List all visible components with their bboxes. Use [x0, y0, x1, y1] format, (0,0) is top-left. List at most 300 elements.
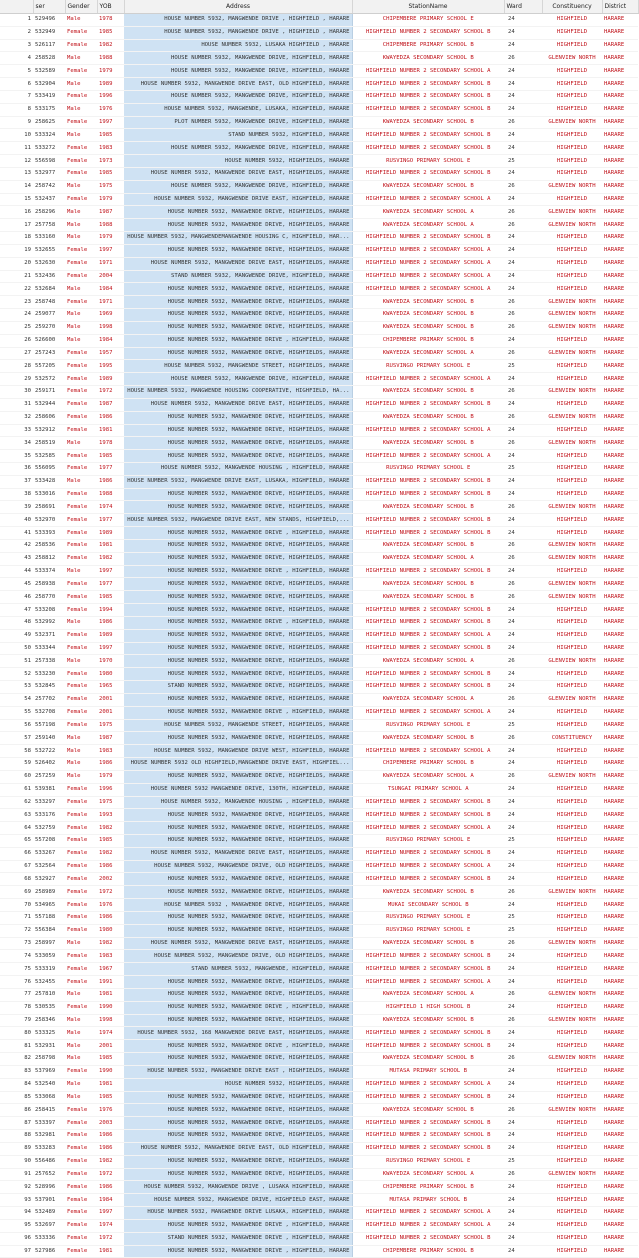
ser-cell[interactable]: 537969: [33, 1065, 65, 1078]
district-cell[interactable]: HARARE: [602, 1232, 638, 1245]
station-name-cell[interactable]: KWAYEDZA SECONDARY SCHOOL B: [352, 937, 504, 950]
address-cell[interactable]: HOUSE NUMBER 5932, MANGWENDE DRIVE, HIGHFIELDS, HARARE: [124, 321, 352, 334]
constituency-cell[interactable]: GLENVIEW NORTH: [542, 937, 602, 950]
ward-cell[interactable]: 24: [504, 668, 542, 681]
table-row[interactable]: [0, 334, 638, 347]
district-cell[interactable]: HARARE: [602, 552, 638, 565]
row-number[interactable]: 45: [0, 578, 33, 591]
table-row[interactable]: [0, 604, 638, 617]
yob-cell[interactable]: 1996: [97, 90, 124, 103]
ser-cell[interactable]: 537901: [33, 1194, 65, 1207]
address-cell[interactable]: HOUSE NUMBER 5932, MANGWENDE DRIVE, HIGHFIELDS, HARARE: [124, 835, 352, 848]
ward-cell[interactable]: 24: [504, 963, 542, 976]
ser-cell[interactable]: 533397: [33, 1117, 65, 1130]
ser-cell[interactable]: 532589: [33, 65, 65, 78]
row-number[interactable]: 72: [0, 924, 33, 937]
gender-cell[interactable]: Male: [65, 78, 97, 91]
ser-cell[interactable]: 257259: [33, 770, 65, 783]
district-cell[interactable]: HARARE: [602, 1065, 638, 1078]
yob-cell[interactable]: 1997: [97, 244, 124, 257]
ser-cell[interactable]: 532904: [33, 78, 65, 91]
address-cell[interactable]: HOUSE NUMBER 5932, 168 MANGWENDE DRIVE EAST, HIGHFIELDS, HARARE: [124, 1027, 352, 1040]
district-cell[interactable]: HARARE: [602, 78, 638, 91]
district-cell[interactable]: HARARE: [602, 424, 638, 437]
station-name-cell[interactable]: HIGHFIELD NUMBER 2 SECONDARY SCHOOL B: [352, 232, 504, 245]
constituency-cell[interactable]: HIGHFIELD: [542, 244, 602, 257]
address-cell[interactable]: HOUSE NUMBER 5932 MANGWENDE DRIVE, 130TH, HIGHFIELD, HARARE: [124, 783, 352, 796]
address-cell[interactable]: HOUSE NUMBER 5932, MANGWENDE DRIVE, HIGHFIELDS, HARARE: [124, 1104, 352, 1117]
column-header-address[interactable]: Address: [124, 0, 352, 14]
constituency-cell[interactable]: GLENVIEW NORTH: [542, 1104, 602, 1117]
row-number[interactable]: 15: [0, 193, 33, 206]
table-row[interactable]: [0, 578, 638, 591]
address-cell[interactable]: HOUSE NUMBER 5932, MANGWENDE HOUSING COOPERATIVE, HIGHFIELD, HA...: [124, 386, 352, 399]
yob-cell[interactable]: 1977: [97, 462, 124, 475]
gender-cell[interactable]: Female: [65, 1155, 97, 1168]
yob-cell[interactable]: 1990: [97, 1065, 124, 1078]
constituency-cell[interactable]: HIGHFIELD: [542, 796, 602, 809]
ward-cell[interactable]: 24: [504, 629, 542, 642]
row-number[interactable]: 66: [0, 847, 33, 860]
ser-cell[interactable]: 533272: [33, 142, 65, 155]
constituency-cell[interactable]: GLENVIEW NORTH: [542, 655, 602, 668]
address-cell[interactable]: HOUSE NUMBER 5932, MANGWENDE DRIVE EAST, HIGHFIELDS, HARARE: [124, 937, 352, 950]
ser-cell[interactable]: 532912: [33, 424, 65, 437]
district-cell[interactable]: HARARE: [602, 693, 638, 706]
ward-cell[interactable]: 24: [504, 1194, 542, 1207]
gender-cell[interactable]: Female: [65, 886, 97, 899]
station-name-cell[interactable]: HIGHFIELD NUMBER 2 SECONDARY SCHOOL B: [352, 1040, 504, 1053]
column-header-rownum[interactable]: [0, 0, 33, 14]
row-number[interactable]: 80: [0, 1027, 33, 1040]
table-row[interactable]: [0, 386, 638, 399]
row-number[interactable]: 10: [0, 129, 33, 142]
constituency-cell[interactable]: HIGHFIELD: [542, 398, 602, 411]
station-name-cell[interactable]: HIGHFIELD NUMBER 2 SECONDARY SCHOOL B: [352, 642, 504, 655]
station-name-cell[interactable]: HIGHFIELD NUMBER 2 SECONDARY SCHOOL A: [352, 283, 504, 296]
district-cell[interactable]: HARARE: [602, 1130, 638, 1143]
table-row[interactable]: [0, 642, 638, 655]
constituency-cell[interactable]: HIGHFIELD: [542, 899, 602, 912]
gender-cell[interactable]: Male: [65, 1040, 97, 1053]
station-name-cell[interactable]: HIGHFIELD NUMBER 2 SECONDARY SCHOOL B: [352, 78, 504, 91]
ser-cell[interactable]: 258770: [33, 591, 65, 604]
station-name-cell[interactable]: TSUNGAI PRIMARY SCHOOL A: [352, 783, 504, 796]
district-cell[interactable]: HARARE: [602, 411, 638, 424]
yob-cell[interactable]: 1974: [97, 1027, 124, 1040]
constituency-cell[interactable]: HIGHFIELD: [542, 142, 602, 155]
address-cell[interactable]: HOUSE NUMBER 5932, MANGWENDE DRIVE LUSAKA, HIGHFIELD, HARARE: [124, 1207, 352, 1220]
constituency-cell[interactable]: HIGHFIELD: [542, 488, 602, 501]
gender-cell[interactable]: Female: [65, 39, 97, 52]
row-number[interactable]: 40: [0, 514, 33, 527]
table-row[interactable]: [0, 911, 638, 924]
district-cell[interactable]: HARARE: [602, 1027, 638, 1040]
address-cell[interactable]: HOUSE NUMBER 5932, MANGWENDE DRIVE, HIGHFIELDS, HARARE: [124, 629, 352, 642]
address-cell[interactable]: HOUSE NUMBER 5932, MANGWENDE DRIVE EAST, HIGHFIELDS, HARARE: [124, 847, 352, 860]
address-cell[interactable]: HOUSE NUMBER 5932, MANGWENDE DRIVE, HIGHFIELDS, HARARE: [124, 642, 352, 655]
ward-cell[interactable]: 24: [504, 398, 542, 411]
ward-cell[interactable]: 24: [504, 65, 542, 78]
gender-cell[interactable]: Female: [65, 488, 97, 501]
constituency-cell[interactable]: HIGHFIELD: [542, 847, 602, 860]
address-cell[interactable]: STAND NUMBER 5932, MANGWENDE DRIVE, HIGHFIELDS, HARARE: [124, 681, 352, 694]
table-row[interactable]: [0, 90, 638, 103]
yob-cell[interactable]: 1982: [97, 937, 124, 950]
constituency-cell[interactable]: HIGHFIELD: [542, 1040, 602, 1053]
ward-cell[interactable]: 25: [504, 719, 542, 732]
table-row[interactable]: [0, 886, 638, 899]
table-row[interactable]: [0, 822, 638, 835]
table-row[interactable]: [0, 232, 638, 245]
row-number[interactable]: 2: [0, 26, 33, 39]
gender-cell[interactable]: Female: [65, 360, 97, 373]
row-number[interactable]: 65: [0, 835, 33, 848]
ser-cell[interactable]: 533208: [33, 604, 65, 617]
address-cell[interactable]: HOUSE NUMBER 5932, MANGWENDE DRIVE EAST, OLD HIGHFIELD, HARARE: [124, 78, 352, 91]
yob-cell[interactable]: 1989: [97, 78, 124, 91]
station-name-cell[interactable]: HIGHFIELD NUMBER 2 SECONDARY SCHOOL A: [352, 822, 504, 835]
address-cell[interactable]: HOUSE NUMBER 5932, MANGWENDE DRIVE EAST, OLD HIGHFIELD, HARARE: [124, 1142, 352, 1155]
address-cell[interactable]: HOUSE NUMBER 5932, MANGWENDE DRIVE, HIGHFIELD, HARARE: [124, 52, 352, 65]
gender-cell[interactable]: Female: [65, 514, 97, 527]
row-number[interactable]: 4: [0, 52, 33, 65]
district-cell[interactable]: HARARE: [602, 219, 638, 232]
ser-cell[interactable]: 526117: [33, 39, 65, 52]
address-cell[interactable]: HOUSE NUMBER 5932, MANGWENDE DRIVE EAST , HIGHFIELDS, HARARE: [124, 1065, 352, 1078]
constituency-cell[interactable]: HIGHFIELD: [542, 668, 602, 681]
district-cell[interactable]: HARARE: [602, 373, 638, 386]
district-cell[interactable]: HARARE: [602, 1091, 638, 1104]
ser-cell[interactable]: 533344: [33, 642, 65, 655]
ward-cell[interactable]: 25: [504, 1155, 542, 1168]
station-name-cell[interactable]: HIGHFIELD 1 HIGH SCHOOL B: [352, 1001, 504, 1014]
table-row[interactable]: [0, 501, 638, 514]
address-cell[interactable]: HOUSE NUMBER 5932, MANGWENDE DRIVE, HIGHFIELDS, HARARE: [124, 488, 352, 501]
ward-cell[interactable]: 24: [504, 1091, 542, 1104]
gender-cell[interactable]: Female: [65, 911, 97, 924]
constituency-cell[interactable]: GLENVIEW NORTH: [542, 437, 602, 450]
table-row[interactable]: [0, 552, 638, 565]
address-cell[interactable]: STAND NUMBER 5932, MANGWENDE DRIVE, HIGHFIELD, HARARE: [124, 270, 352, 283]
ser-cell[interactable]: 257758: [33, 219, 65, 232]
row-number[interactable]: 75: [0, 963, 33, 976]
district-cell[interactable]: HARARE: [602, 142, 638, 155]
row-number[interactable]: 81: [0, 1040, 33, 1053]
row-number[interactable]: 51: [0, 655, 33, 668]
table-row[interactable]: [0, 706, 638, 719]
station-name-cell[interactable]: RUSVINGO PRIMARY SCHOOL E: [352, 360, 504, 373]
table-row[interactable]: [0, 1181, 638, 1194]
row-number[interactable]: 97: [0, 1245, 33, 1258]
yob-cell[interactable]: 1985: [97, 450, 124, 463]
ser-cell[interactable]: 258691: [33, 501, 65, 514]
yob-cell[interactable]: 1998: [97, 321, 124, 334]
ward-cell[interactable]: 25: [504, 911, 542, 924]
yob-cell[interactable]: 1957: [97, 347, 124, 360]
constituency-cell[interactable]: HIGHFIELD: [542, 1232, 602, 1245]
ward-cell[interactable]: 24: [504, 1078, 542, 1091]
district-cell[interactable]: HARARE: [602, 899, 638, 912]
row-number[interactable]: 27: [0, 347, 33, 360]
district-cell[interactable]: HARARE: [602, 950, 638, 963]
district-cell[interactable]: HARARE: [602, 719, 638, 732]
ward-cell[interactable]: 24: [504, 1130, 542, 1143]
station-name-cell[interactable]: HIGHFIELD NUMBER 2 SECONDARY SCHOOL A: [352, 976, 504, 989]
table-row[interactable]: [0, 1130, 638, 1143]
gender-cell[interactable]: Female: [65, 411, 97, 424]
district-cell[interactable]: HARARE: [602, 360, 638, 373]
constituency-cell[interactable]: GLENVIEW NORTH: [542, 988, 602, 1001]
gender-cell[interactable]: Female: [65, 1168, 97, 1181]
ser-cell[interactable]: 533374: [33, 565, 65, 578]
table-row[interactable]: [0, 193, 638, 206]
ser-cell[interactable]: 257338: [33, 655, 65, 668]
district-cell[interactable]: HARARE: [602, 462, 638, 475]
address-cell[interactable]: HOUSE NUMBER 5932, MANGWENDE DRIVE , HIGHFIELD, HARARE: [124, 706, 352, 719]
ser-cell[interactable]: 532697: [33, 1219, 65, 1232]
constituency-cell[interactable]: HIGHFIELD: [542, 924, 602, 937]
gender-cell[interactable]: Male: [65, 129, 97, 142]
gender-cell[interactable]: Male: [65, 745, 97, 758]
row-number[interactable]: 56: [0, 719, 33, 732]
address-cell[interactable]: HOUSE NUMBER 5932, MANGWENDE DRIVE, HIGHFIELDS, HARARE: [124, 1014, 352, 1027]
row-number[interactable]: 26: [0, 334, 33, 347]
gender-cell[interactable]: Female: [65, 501, 97, 514]
gender-cell[interactable]: Male: [65, 1053, 97, 1066]
yob-cell[interactable]: 1985: [97, 167, 124, 180]
table-row[interactable]: [0, 475, 638, 488]
station-name-cell[interactable]: HIGHFIELD NUMBER 2 SECONDARY SCHOOL A: [352, 244, 504, 257]
gender-cell[interactable]: Female: [65, 668, 97, 681]
gender-cell[interactable]: Female: [65, 398, 97, 411]
yob-cell[interactable]: 1982: [97, 552, 124, 565]
gender-cell[interactable]: Female: [65, 796, 97, 809]
address-cell[interactable]: HOUSE NUMBER 5932, MANGWENDE DRIVE , HIGHFIELD, HARARE: [124, 1001, 352, 1014]
ward-cell[interactable]: 24: [504, 706, 542, 719]
constituency-cell[interactable]: HIGHFIELD: [542, 1181, 602, 1194]
station-name-cell[interactable]: RUSVINGO PRIMARY SCHOOL E: [352, 719, 504, 732]
station-name-cell[interactable]: KWAYEDZA SECONDARY SCHOOL B: [352, 578, 504, 591]
station-name-cell[interactable]: HIGHFIELD NUMBER 2 SECONDARY SCHOOL A: [352, 1219, 504, 1232]
gender-cell[interactable]: Female: [65, 167, 97, 180]
yob-cell[interactable]: 1982: [97, 39, 124, 52]
constituency-cell[interactable]: HIGHFIELD: [542, 103, 602, 116]
address-cell[interactable]: HOUSE NUMBER 5932, MANGWENDE DRIVE, OLD HIGHFIELDS, HARARE: [124, 860, 352, 873]
constituency-cell[interactable]: HIGHFIELD: [542, 1078, 602, 1091]
station-name-cell[interactable]: KWAYEDZA SECONDARY SCHOOL B: [352, 1104, 504, 1117]
row-number[interactable]: 71: [0, 911, 33, 924]
station-name-cell[interactable]: KWAYEDZA SECONDARY SCHOOL B: [352, 591, 504, 604]
row-number[interactable]: 38: [0, 488, 33, 501]
address-cell[interactable]: HOUSE NUMBER 5932, MANGWENDE DRIVE, HIGHFIELDS, HARARE: [124, 283, 352, 296]
table-row[interactable]: [0, 873, 638, 886]
table-row[interactable]: [0, 26, 638, 39]
district-cell[interactable]: HARARE: [602, 180, 638, 193]
district-cell[interactable]: HARARE: [602, 886, 638, 899]
district-cell[interactable]: HARARE: [602, 681, 638, 694]
district-cell[interactable]: HARARE: [602, 206, 638, 219]
yob-cell[interactable]: 1976: [97, 103, 124, 116]
address-cell[interactable]: STAND NUMBER 5932, MANGWENDE, HIGHFIELD, HARARE: [124, 963, 352, 976]
ward-cell[interactable]: 24: [504, 745, 542, 758]
station-name-cell[interactable]: HIGHFIELD NUMBER 2 SECONDARY SCHOOL B: [352, 565, 504, 578]
address-cell[interactable]: HOUSE NUMBER 5932, MANGWENDEMANGWENDE HOUSING C, HIGHFIELD, HAR...: [124, 232, 352, 245]
ward-cell[interactable]: 24: [504, 142, 542, 155]
row-number[interactable]: 87: [0, 1117, 33, 1130]
station-name-cell[interactable]: HIGHFIELD NUMBER 2 SECONDARY SCHOOL A: [352, 860, 504, 873]
address-cell[interactable]: HOUSE NUMBER 5932, MANGWENDE DRIVE , HIGHFIELD, HARARE: [124, 616, 352, 629]
table-row[interactable]: [0, 244, 638, 257]
gender-cell[interactable]: Female: [65, 26, 97, 39]
yob-cell[interactable]: 1981: [97, 1245, 124, 1258]
yob-cell[interactable]: 1984: [97, 283, 124, 296]
row-number[interactable]: 94: [0, 1207, 33, 1220]
gender-cell[interactable]: Male: [65, 937, 97, 950]
constituency-cell[interactable]: HIGHFIELD: [542, 873, 602, 886]
yob-cell[interactable]: 1975: [97, 180, 124, 193]
address-cell[interactable]: HOUSE NUMBER 5932, MANGWENDE DRIVE, HIGHFIELD, HARARE: [124, 373, 352, 386]
ser-cell[interactable]: 529496: [33, 14, 65, 27]
yob-cell[interactable]: 1985: [97, 835, 124, 848]
constituency-cell[interactable]: HIGHFIELD: [542, 1219, 602, 1232]
station-name-cell[interactable]: HIGHFIELD NUMBER 2 SECONDARY SCHOOL A: [352, 450, 504, 463]
station-name-cell[interactable]: KWAYEDZA SECONDARY SCHOOL B: [352, 732, 504, 745]
table-row[interactable]: [0, 732, 638, 745]
yob-cell[interactable]: 2001: [97, 693, 124, 706]
row-number[interactable]: 1: [0, 14, 33, 27]
address-cell[interactable]: HOUSE NUMBER 5932, MANGWENDE DRIVE, HIGHFIELDS, HARARE: [124, 244, 352, 257]
station-name-cell[interactable]: HIGHFIELD NUMBER 2 SECONDARY SCHOOL B: [352, 950, 504, 963]
table-row[interactable]: [0, 591, 638, 604]
address-cell[interactable]: HOUSE NUMBER 5932, HIGHFIELDS, HARARE: [124, 1078, 352, 1091]
district-cell[interactable]: HARARE: [602, 155, 638, 168]
yob-cell[interactable]: 1991: [97, 976, 124, 989]
ser-cell[interactable]: 257652: [33, 1168, 65, 1181]
address-cell[interactable]: HOUSE NUMBER 5932, MANGWENDE DRIVE, HIGHFIELDS, HARARE: [124, 591, 352, 604]
district-cell[interactable]: HARARE: [602, 1155, 638, 1168]
table-row[interactable]: [0, 629, 638, 642]
table-row[interactable]: [0, 411, 638, 424]
constituency-cell[interactable]: GLENVIEW NORTH: [542, 411, 602, 424]
gender-cell[interactable]: Female: [65, 847, 97, 860]
table-row[interactable]: [0, 309, 638, 322]
yob-cell[interactable]: 1971: [97, 296, 124, 309]
gender-cell[interactable]: Male: [65, 1027, 97, 1040]
yob-cell[interactable]: 1986: [97, 1130, 124, 1143]
yob-cell[interactable]: 1986: [97, 758, 124, 771]
ward-cell[interactable]: 26: [504, 116, 542, 129]
address-cell[interactable]: HOUSE NUMBER 5932, MANGWENDE DRIVE EAST, HIGHFIELD, HARARE: [124, 193, 352, 206]
address-cell[interactable]: HOUSE NUMBER 5932, LUSAKA HIGHFIELD , HARARE: [124, 39, 352, 52]
column-header-stationname[interactable]: StationName: [352, 0, 504, 14]
gender-cell[interactable]: Female: [65, 296, 97, 309]
table-row[interactable]: [0, 103, 638, 116]
address-cell[interactable]: HOUSE NUMBER 5932, MANGWENDE DRIVE, HIGHFIELDS, HARARE: [124, 206, 352, 219]
district-cell[interactable]: HARARE: [602, 809, 638, 822]
ser-cell[interactable]: 259140: [33, 732, 65, 745]
ser-cell[interactable]: 533325: [33, 1027, 65, 1040]
address-cell[interactable]: HOUSE NUMBER 5932, MANGWENDE DRIVE, HIGHFIELDS, HARARE: [124, 539, 352, 552]
district-cell[interactable]: HARARE: [602, 1040, 638, 1053]
ser-cell[interactable]: 258415: [33, 1104, 65, 1117]
row-number[interactable]: 6: [0, 78, 33, 91]
address-cell[interactable]: HOUSE NUMBER 5932, MANGWENDE DRIVE EAST, HIGHFIELDS, HARARE: [124, 398, 352, 411]
address-cell[interactable]: HOUSE NUMBER 5932, MANGWENDE DRIVE, HIGHFIELDS, HARARE: [124, 1130, 352, 1143]
constituency-cell[interactable]: HIGHFIELD: [542, 1155, 602, 1168]
constituency-cell[interactable]: HIGHFIELD: [542, 475, 602, 488]
gender-cell[interactable]: Female: [65, 835, 97, 848]
ward-cell[interactable]: 24: [504, 565, 542, 578]
yob-cell[interactable]: 1998: [97, 1014, 124, 1027]
constituency-cell[interactable]: HIGHFIELD: [542, 1091, 602, 1104]
district-cell[interactable]: HARARE: [602, 1168, 638, 1181]
station-name-cell[interactable]: HIGHFIELD NUMBER 2 SECONDARY SCHOOL B: [352, 1027, 504, 1040]
station-name-cell[interactable]: HIGHFIELD NUMBER 2 SECONDARY SCHOOL B: [352, 142, 504, 155]
row-number[interactable]: 18: [0, 232, 33, 245]
table-row[interactable]: [0, 1155, 638, 1168]
ser-cell[interactable]: 533176: [33, 809, 65, 822]
table-row[interactable]: [0, 616, 638, 629]
column-header-gender[interactable]: Gender: [65, 0, 97, 14]
row-number[interactable]: 21: [0, 270, 33, 283]
gender-cell[interactable]: Male: [65, 1091, 97, 1104]
constituency-cell[interactable]: GLENVIEW NORTH: [542, 321, 602, 334]
ward-cell[interactable]: 26: [504, 437, 542, 450]
gender-cell[interactable]: Female: [65, 90, 97, 103]
table-row[interactable]: [0, 1194, 638, 1207]
district-cell[interactable]: HARARE: [602, 835, 638, 848]
district-cell[interactable]: HARARE: [602, 437, 638, 450]
row-number[interactable]: 19: [0, 244, 33, 257]
constituency-cell[interactable]: HIGHFIELD: [542, 527, 602, 540]
table-row[interactable]: [0, 65, 638, 78]
constituency-cell[interactable]: HIGHFIELD: [542, 462, 602, 475]
ward-cell[interactable]: 25: [504, 360, 542, 373]
ward-cell[interactable]: 24: [504, 847, 542, 860]
gender-cell[interactable]: Female: [65, 1142, 97, 1155]
district-cell[interactable]: HARARE: [602, 937, 638, 950]
ward-cell[interactable]: 24: [504, 809, 542, 822]
gender-cell[interactable]: Female: [65, 873, 97, 886]
address-cell[interactable]: HOUSE NUMBER 5932, MANGWENDE DRIVE, HIGHFIELDS, HARARE: [124, 578, 352, 591]
row-number[interactable]: 13: [0, 167, 33, 180]
station-name-cell[interactable]: HIGHFIELD NUMBER 2 SECONDARY SCHOOL A: [352, 373, 504, 386]
constituency-cell[interactable]: GLENVIEW NORTH: [542, 347, 602, 360]
station-name-cell[interactable]: KWAYEDZA SECONDARY SCHOOL A: [352, 347, 504, 360]
ward-cell[interactable]: 26: [504, 1053, 542, 1066]
district-cell[interactable]: HARARE: [602, 706, 638, 719]
gender-cell[interactable]: Female: [65, 527, 97, 540]
ward-cell[interactable]: 24: [504, 1027, 542, 1040]
district-cell[interactable]: HARARE: [602, 52, 638, 65]
yob-cell[interactable]: 1979: [97, 193, 124, 206]
yob-cell[interactable]: 1967: [97, 963, 124, 976]
station-name-cell[interactable]: HIGHFIELD NUMBER 2 SECONDARY SCHOOL B: [352, 26, 504, 39]
table-row[interactable]: [0, 462, 638, 475]
station-name-cell[interactable]: RUSVINGO PRIMARY SCHOOL E: [352, 924, 504, 937]
yob-cell[interactable]: 1983: [97, 142, 124, 155]
constituency-cell[interactable]: HIGHFIELD: [542, 424, 602, 437]
ser-cell[interactable]: 258938: [33, 578, 65, 591]
constituency-cell[interactable]: HIGHFIELD: [542, 78, 602, 91]
station-name-cell[interactable]: MUTASA PRIMARY SCHOOL B: [352, 1194, 504, 1207]
constituency-cell[interactable]: HIGHFIELD: [542, 334, 602, 347]
constituency-cell[interactable]: HIGHFIELD: [542, 783, 602, 796]
ward-cell[interactable]: 26: [504, 732, 542, 745]
ser-cell[interactable]: 533419: [33, 90, 65, 103]
station-name-cell[interactable]: HIGHFIELD NUMBER 2 SECONDARY SCHOOL B: [352, 796, 504, 809]
